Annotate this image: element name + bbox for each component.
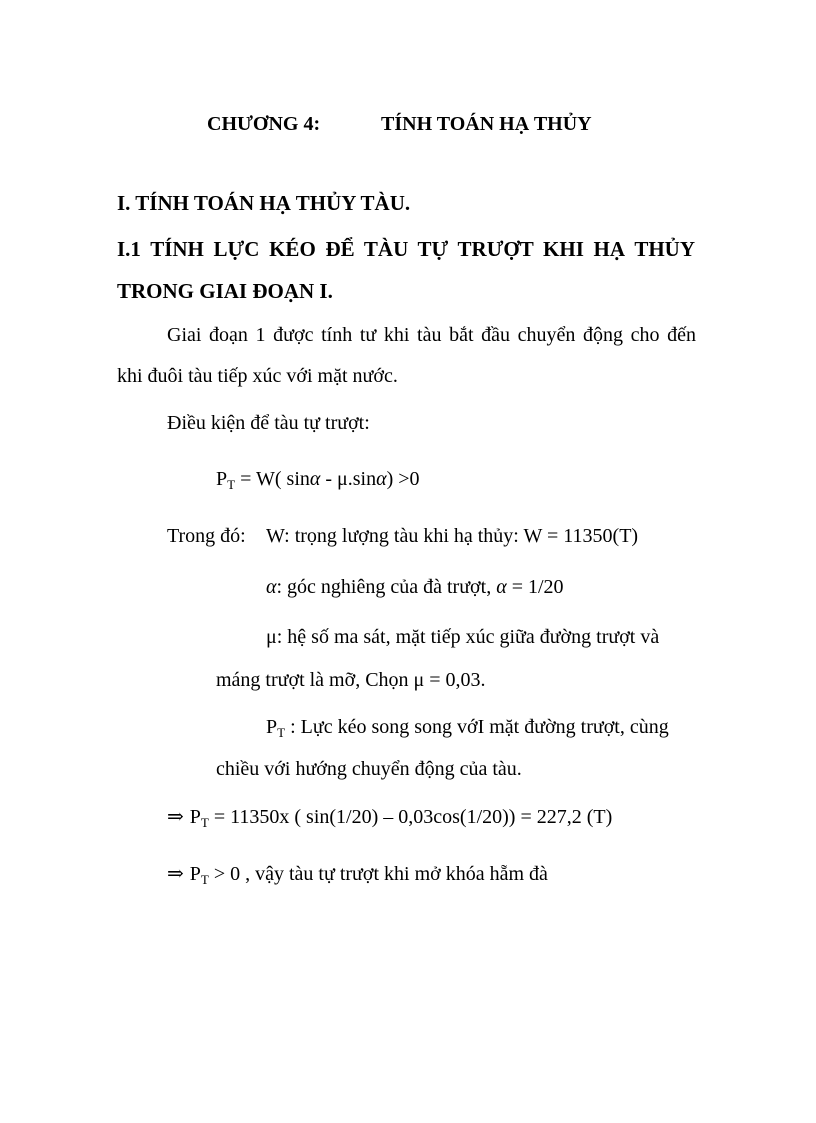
where-label: Trong đó: — [167, 525, 246, 547]
alpha-symbol: α — [266, 576, 277, 598]
calculation-result — [167, 804, 612, 831]
sliding-force-formula — [216, 468, 420, 493]
formula-p-subscript: T — [227, 477, 236, 492]
implies-arrow-icon: ⇒ — [167, 863, 184, 885]
pt-text: : Lực kéo song song vớI mặt đường trượt, cùng — [285, 716, 669, 738]
result2-text: > 0 , vậy tàu tự trượt khi mở khóa hẵm đà — [208, 863, 548, 885]
intro-paragraph-line1: Giai đoạn 1 được tính tư khi tàu bắt đầu chuyển động cho đến — [167, 324, 696, 346]
formula-p: P — [216, 468, 228, 490]
intro-paragraph-line2: khi đuôi tàu tiếp xúc với mặt nước. — [117, 365, 398, 387]
subsection-heading-line1: I.1 TÍNH LỰC KÉO ĐỂ TÀU TỰ TRƯỢT KHI HẠ THỦY — [117, 237, 695, 261]
friction-definition-line1: μ: hệ số ma sát, mặt tiếp xúc giữa đường trượt và — [266, 626, 660, 648]
weight-definition: W: trọng lượng tàu khi hạ thủy: W = 11350(T) — [266, 525, 639, 547]
alpha-text: : góc nghiêng của đà trượt, — [276, 576, 497, 598]
result1-subscript: T — [200, 815, 209, 830]
chapter-title: TÍNH TOÁN HẠ THỦY — [381, 113, 592, 135]
formula-eq: = W( sin — [235, 468, 310, 490]
alpha-value: = 1/20 — [506, 576, 564, 598]
subsection-heading-line2: TRONG GIAI ĐOẠN I. — [117, 279, 333, 303]
pt-subscript: T — [277, 725, 286, 740]
implies-arrow-icon: ⇒ — [167, 806, 184, 828]
formula-tail: ) >0 — [386, 468, 420, 490]
alpha-definition — [266, 576, 564, 599]
pulling-force-definition-line1 — [266, 716, 669, 741]
formula-alpha-1: α — [309, 468, 321, 490]
friction-definition-line2: máng trượt là mỡ, Chọn μ = 0,03. — [216, 669, 486, 691]
result1-p: P — [189, 806, 201, 828]
formula-alpha-2: α — [376, 468, 387, 490]
pt-p: P — [266, 716, 278, 738]
conclusion — [167, 861, 548, 888]
condition-label: Điều kiện để tàu tự trượt: — [167, 412, 370, 434]
chapter-number: CHƯƠNG 4: — [207, 113, 321, 135]
formula-mid: - μ.sin — [320, 468, 377, 490]
pulling-force-definition-line2: chiều với hướng chuyển động của tàu. — [216, 758, 522, 780]
section-heading: I. TÍNH TOÁN HẠ THỦY TÀU. — [117, 191, 411, 215]
result2-p: P — [189, 863, 201, 885]
result2-subscript: T — [200, 872, 209, 887]
alpha-symbol-2: α — [496, 576, 507, 598]
result1-text: = 11350x ( sin(1/20) – 0,03cos(1/20)) = 227,2 (T) — [208, 806, 613, 828]
